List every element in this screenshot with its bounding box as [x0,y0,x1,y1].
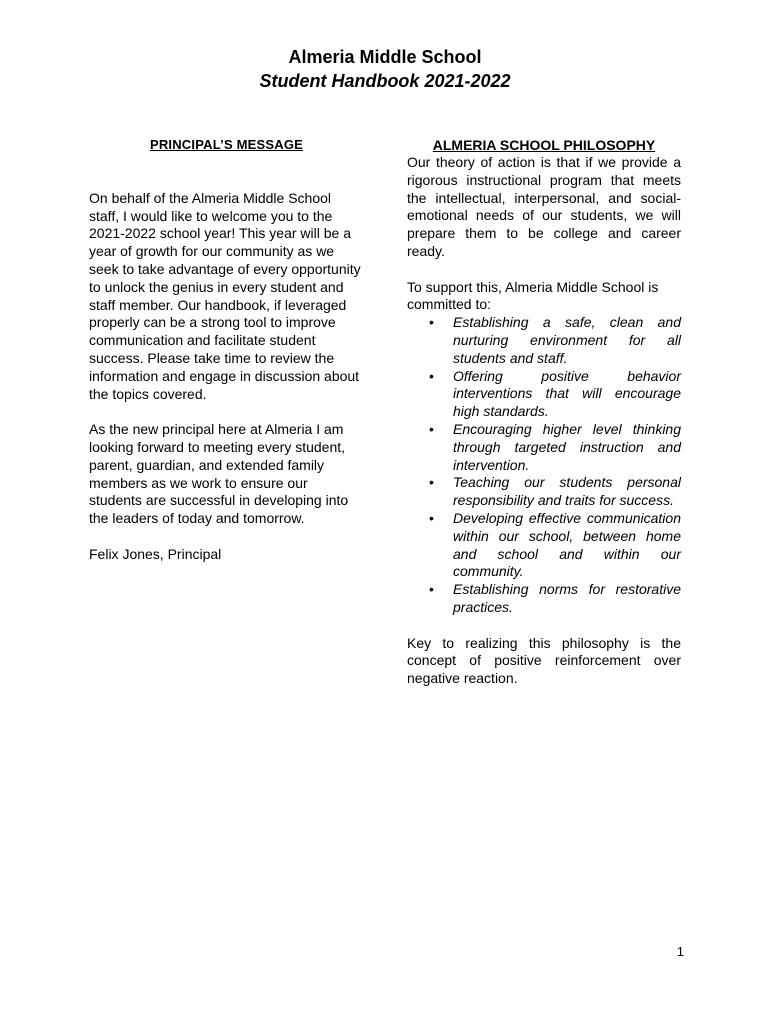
bullet-icon: • [429,367,434,384]
philosophy-closing-paragraph: Key to realizing this philosophy is the concept of positive reinforcement over negative reaction. [407,634,681,687]
list-item: • Encouraging higher level thinking through targeted instruction and intervention. [429,420,681,473]
philosophy-commitments-list [407,314,681,617]
principal-signature: Felix Jones, Principal [89,545,222,562]
list-item: • Establishing a safe, clean and nurturing environment for all students and staff. [429,314,681,366]
document-header [0,45,770,93]
school-philosophy-heading: ALMERIA SCHOOL PHILOSOPHY [432,137,656,153]
bullet-icon: • [429,509,434,526]
school-philosophy-column [407,136,681,688]
bullet-icon: • [429,474,434,491]
page-number: 1 [676,944,684,959]
list-item: • Establishing norms for restorative practices. [429,581,681,615]
philosophy-support-intro: To support this, Almeria Middle School is committed to: [407,278,659,313]
principal-message-column [89,136,364,564]
bullet-icon: • [429,420,434,437]
school-title: Almeria Middle School [288,47,482,67]
philosophy-intro-paragraph: Our theory of action is that if we provide a rigorous instructional program that meets the intellectual, interpersonal, and social-emotional needs of our students, we will prepare them to be college and career ready. [407,154,681,259]
principal-message-paragraph-2: As the new principal here at Almeria I am looking forward to meeting every student, parent, guardian, and extended family members as we work to ensure our students are successful in developing into the leaders of today and tomorrow. [89,421,349,527]
list-item: • Teaching our students personal responsibility and traits for success. [429,474,681,509]
list-item: • Offering positive behavior interventions that will encourage high standards. [429,367,681,420]
principal-message-paragraph-1: On behalf of the Almeria Middle School staff, I would like to welcome you to the 2021-2022 school year! This year will be a year of growth for our community as we seek to take advantage of every opportunity to unlock the genius in every student and staff member. Our handbook, if leveraged properly can be a strong tool to improve communication and facilitate student success. Please take time to review the information and engage in discussion about the topics covered. [89,189,361,402]
principal-message-heading: PRINCIPAL’S MESSAGE [149,137,304,152]
bullet-icon: • [429,314,434,331]
bullet-icon: • [429,581,434,598]
handbook-subtitle: Student Handbook 2021-2022 [259,71,511,91]
list-item: • Developing effective communication within our school, between home and school and within our community. [429,509,681,580]
